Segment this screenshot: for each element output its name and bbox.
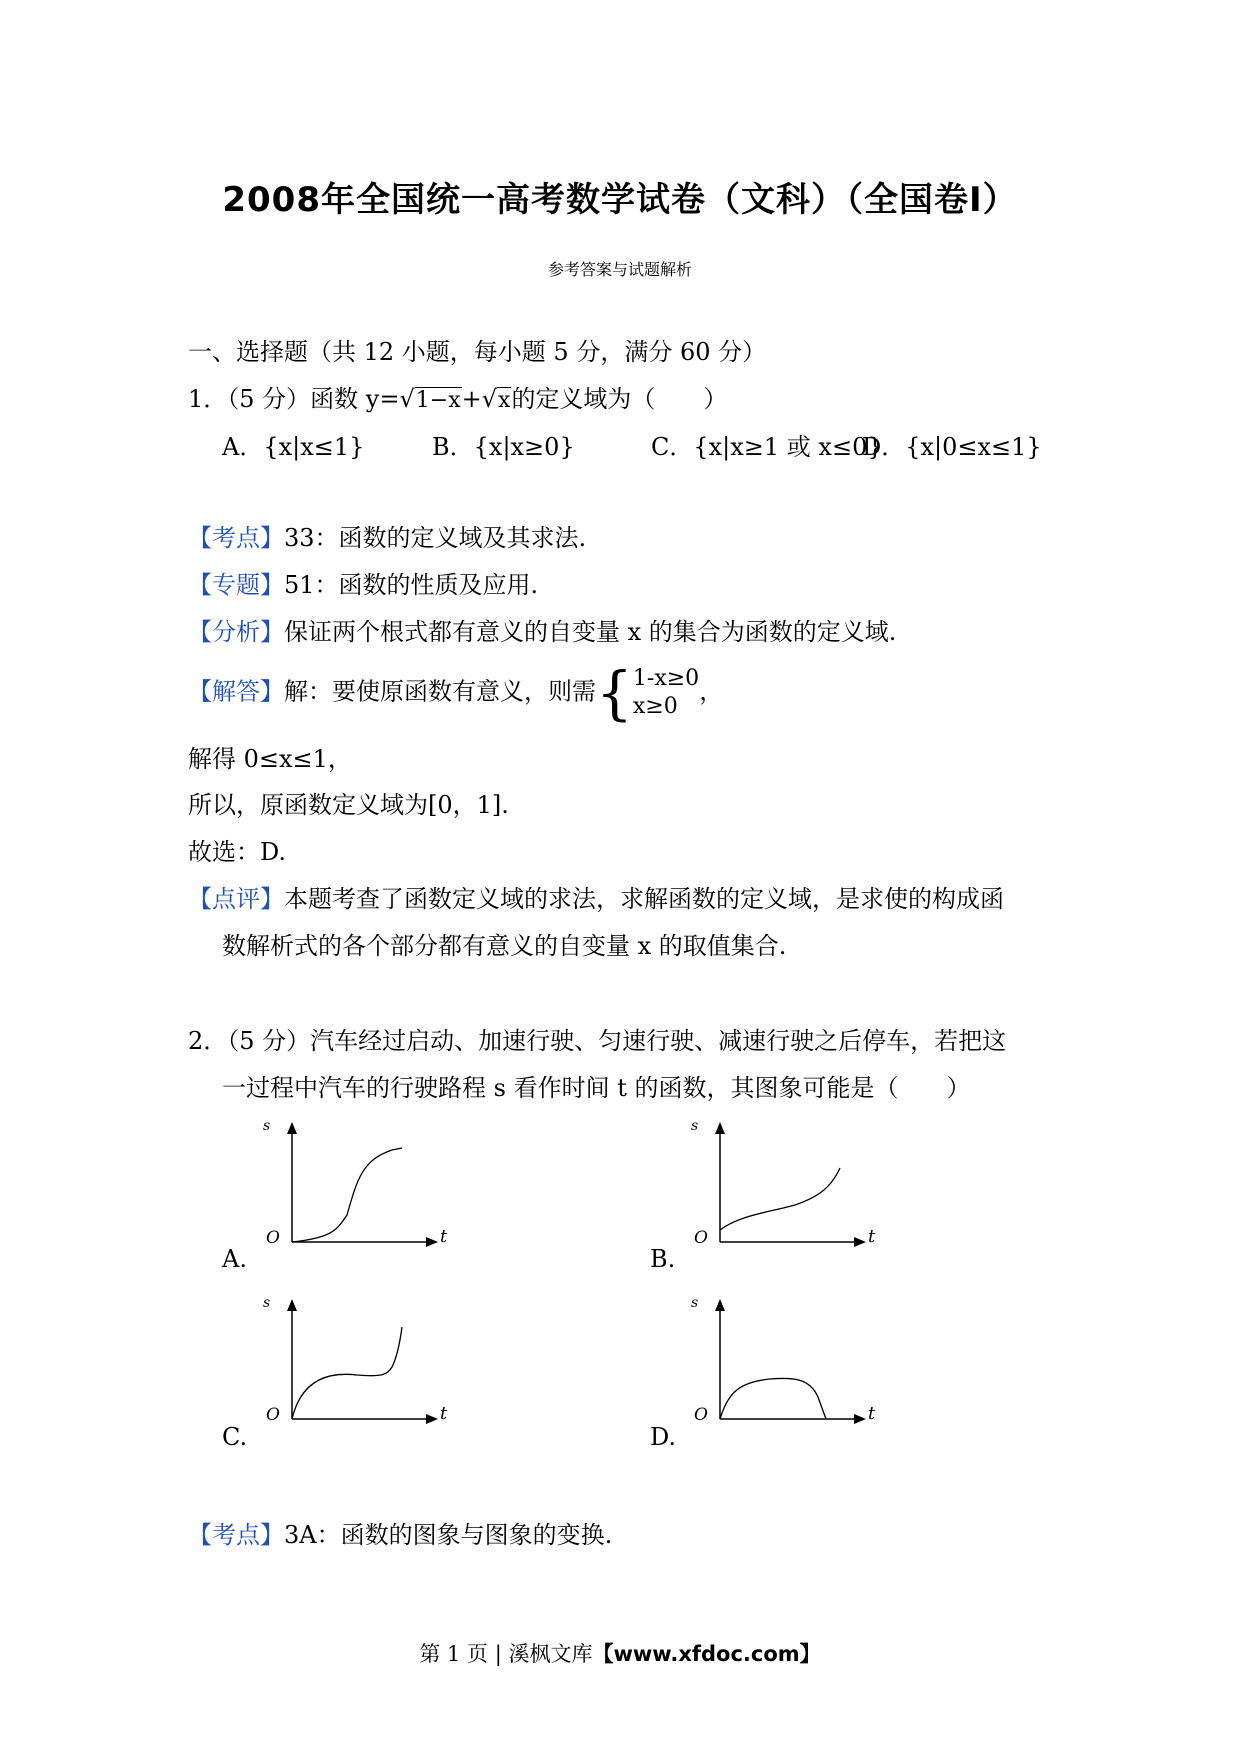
graph-c-t-label: t — [440, 1403, 448, 1424]
radicand-2: x — [498, 388, 511, 413]
q1-option-a: A．{x|x≤1} — [222, 433, 365, 461]
q1-option-d: D．{x|0≤x≤1} — [862, 433, 1042, 461]
section-heading: 一、选择题（共 12 小题，每小题 5 分，满分 60 分） — [188, 338, 767, 366]
graph-d-label: D. — [650, 1423, 677, 1451]
graph-c-origin: O — [266, 1405, 280, 1425]
system-row-2: x≥0 — [632, 694, 678, 719]
q1-kaodian — [188, 523, 586, 553]
zhuanti-tag: 【专题】 — [188, 571, 284, 599]
jieda-tail: ， — [699, 677, 724, 706]
dianping-text-1: 本题考查了函数定义域的求法，求解函数的定义域，是求使的构成函 — [284, 885, 1004, 913]
q2-kaodian-text: 3A：函数的图象与图象的变换. — [284, 1521, 613, 1549]
q1-solution-line-2: 所以，原函数定义域为[0，1]. — [188, 791, 509, 819]
q1-solution-line-1: 解得 0≤x≤1， — [188, 745, 352, 773]
q1-stem-prefix: 1．（5 分）函数 y= — [188, 385, 400, 413]
footer-site-name: 溪枫文库 — [508, 1642, 593, 1666]
q1-zhuanti — [188, 570, 538, 600]
graph-c — [262, 1297, 452, 1447]
kaodian-tag: 【考点】 — [188, 524, 284, 552]
graph-a-label: A. — [222, 1245, 247, 1273]
sqrt-1-minus-x: √1−x — [399, 385, 461, 413]
q2-stem-1: 2．（5 分）汽车经过启动、加速行驶、匀速行驶、减速行驶之后停车，若把这 — [188, 1027, 1007, 1055]
graph-c-s-label: s — [263, 1295, 271, 1311]
graph-c-label: C. — [222, 1423, 248, 1451]
graph-d-s-label: s — [691, 1295, 699, 1311]
graph-d — [690, 1297, 880, 1447]
q2-kaodian — [188, 1520, 612, 1550]
jieda-tag: 【解答】 — [188, 677, 284, 706]
q1-jieda — [188, 659, 724, 727]
graph-b-t-label: t — [868, 1226, 876, 1247]
q1-stem-suffix: 的定义域为（ ） — [511, 385, 728, 413]
graph-b-origin: O — [694, 1228, 708, 1248]
q2-stem-2: 一过程中汽车的行驶路程 s 看作时间 t 的函数，其图象可能是（ ） — [222, 1074, 971, 1102]
graph-b-s-label: s — [691, 1118, 699, 1134]
radicand-1: 1−x — [415, 388, 461, 413]
footer-separator: | — [488, 1642, 509, 1666]
q1-option-c: C．{x|x≥1 或 x≤0} — [651, 433, 883, 461]
page-title: 2008年全国统一高考数学试卷（文科）（全国卷Ⅰ） — [222, 180, 1018, 220]
footer-page-number: 第 1 页 — [419, 1642, 489, 1666]
footer-url[interactable]: 【www.xfdoc.com】 — [592, 1642, 821, 1666]
q1-fenxi — [188, 617, 896, 647]
q1-dianping — [188, 884, 1004, 914]
page-subtitle: 参考答案与试题解析 — [547, 260, 692, 279]
graph-b — [690, 1120, 880, 1270]
dianping-tag: 【点评】 — [188, 885, 284, 913]
graph-a-origin: O — [266, 1228, 280, 1248]
fenxi-text: 保证两个根式都有意义的自变量 x 的集合为函数的定义域. — [284, 618, 897, 646]
q1-option-b: B．{x|x≥0} — [432, 433, 575, 461]
jieda-text: 解：要使原函数有意义，则需 — [284, 677, 596, 706]
graph-a — [262, 1120, 452, 1270]
graph-a-s-label: s — [263, 1118, 271, 1134]
left-brace: { — [596, 659, 633, 727]
q1-answer: 故选：D. — [188, 838, 287, 866]
zhuanti-text: 51：函数的性质及应用. — [284, 571, 539, 599]
graph-d-t-label: t — [868, 1403, 876, 1424]
plus-sign: + — [461, 385, 482, 413]
fenxi-tag: 【分析】 — [188, 618, 284, 646]
graph-d-origin: O — [694, 1405, 708, 1425]
system-row-1: 1-x≥0 — [632, 666, 700, 691]
q2-kaodian-tag: 【考点】 — [188, 1521, 284, 1549]
page-footer — [0, 1638, 1240, 1668]
kaodian-text: 33：函数的定义域及其求法. — [284, 524, 587, 552]
q1-stem — [188, 384, 727, 416]
q1-dianping-cont: 数解析式的各个部分都有意义的自变量 x 的取值集合. — [222, 932, 787, 960]
graph-a-t-label: t — [440, 1226, 448, 1247]
graph-b-label: B. — [650, 1245, 676, 1273]
inequality-system — [596, 659, 700, 727]
sqrt-x: √x — [481, 385, 511, 413]
